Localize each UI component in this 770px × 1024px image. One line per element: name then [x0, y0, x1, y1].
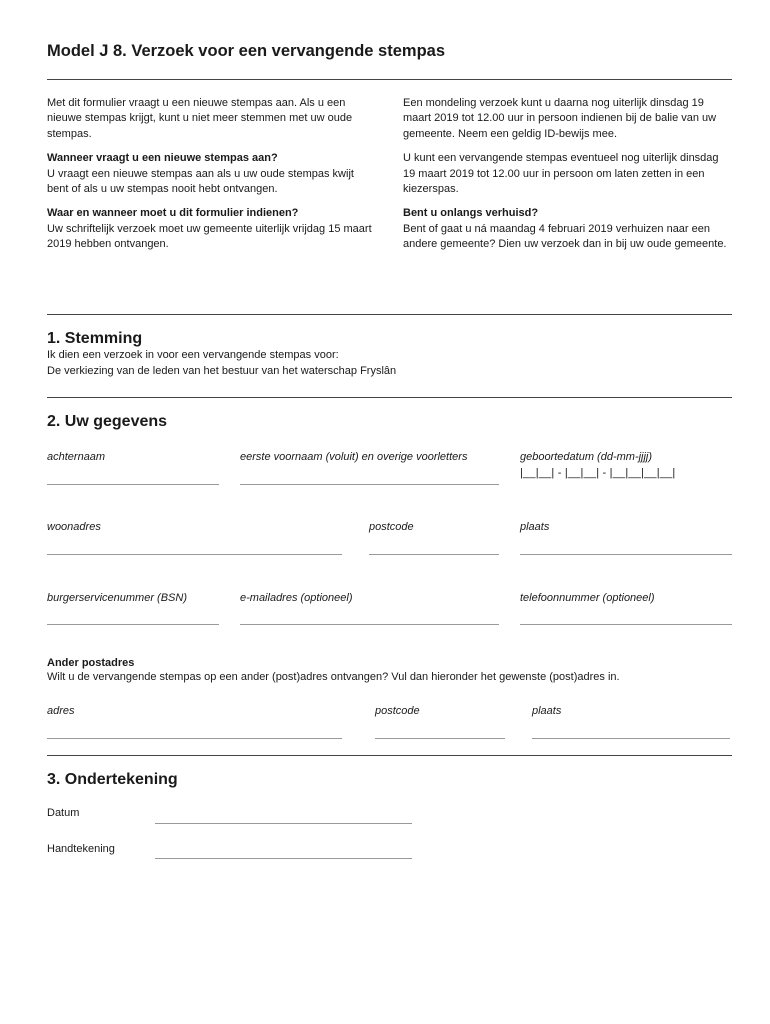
- label-woonadres: woonadres: [47, 521, 101, 533]
- intro-paragraph: Met dit formulier vraagt u een nieuwe stempas aan. Als u een nieuwe stempas krijgt, kunt u niet meer stemmen met uw oude stempas.: [47, 97, 353, 140]
- label-postcode-2: postcode: [375, 705, 420, 717]
- section-heading-stemming: 1. Stemming: [47, 330, 143, 347]
- label-handtekening: Handtekening: [47, 843, 115, 855]
- divider: [47, 755, 732, 756]
- label-telefoon: telefoonnummer (optioneel): [520, 592, 655, 604]
- section-text: De verkiezing van de leden van het bestuur van het waterschap Fryslân: [47, 365, 397, 377]
- datum-field[interactable]: [155, 823, 412, 824]
- voornaam-field[interactable]: [240, 484, 499, 485]
- adres-field[interactable]: [47, 738, 342, 739]
- ander-postadres-heading: Ander postadres: [47, 657, 135, 669]
- label-bsn: burgerservicenummer (BSN): [47, 592, 187, 604]
- divider: [47, 79, 732, 80]
- email-field[interactable]: [240, 624, 499, 625]
- plaats-field[interactable]: [520, 554, 732, 555]
- intro-question: Bent u onlangs verhuisd?: [403, 207, 539, 220]
- label-achternaam: achternaam: [47, 451, 106, 463]
- label-postcode: postcode: [369, 521, 414, 533]
- label-datum: Datum: [47, 807, 80, 819]
- label-email: e-mailadres (optioneel): [240, 592, 353, 604]
- intro-left-column: [47, 96, 377, 253]
- intro-question: Waar en wanneer moet u dit formulier indienen?: [47, 207, 299, 220]
- section-heading-ondertekening: 3. Ondertekening: [47, 771, 178, 788]
- ander-postadres-text: Wilt u de vervangende stempas op een ander (post)adres ontvangen? Vul dan hieronder het gewenste (post)adres in.: [47, 671, 620, 683]
- label-voornaam: eerste voornaam (voluit) en overige voorletters: [240, 451, 468, 463]
- plaats-2-field[interactable]: [532, 738, 730, 739]
- label-plaats: plaats: [520, 521, 550, 533]
- geboortedatum-field[interactable]: |__|__| - |__|__| - |__|__|__|__|: [520, 467, 676, 479]
- postcode-2-field[interactable]: [375, 738, 505, 739]
- intro-paragraph: U kunt een vervangende stempas eventueel nog uiterlijk dinsdag 19 maart 2019 tot 12.00 uur in persoon om laten zetten in een kiezerspas.: [403, 152, 719, 196]
- achternaam-field[interactable]: [47, 484, 219, 485]
- intro-right-column: [403, 96, 733, 253]
- intro-question: Wanneer vraagt u een nieuwe stempas aan?: [47, 152, 278, 165]
- intro-answer: U vraagt een nieuwe stempas aan als u uw oude stempas kwijt bent of als u uw stempas nooit hebt ontvangen.: [47, 167, 354, 196]
- page-title: Model J 8. Verzoek voor een vervangende stempas: [47, 42, 445, 60]
- postcode-field[interactable]: [369, 554, 499, 555]
- bsn-field[interactable]: [47, 624, 219, 625]
- label-plaats-2: plaats: [532, 705, 562, 717]
- handtekening-field[interactable]: [155, 858, 412, 859]
- label-geboortedatum: geboortedatum (dd-mm-jjjj): [520, 451, 653, 463]
- intro-answer: Bent of gaat u ná maandag 4 februari 2019 verhuizen naar een andere gemeente? Dien uw verzoek dan in bij uw oude gemeente.: [403, 222, 727, 251]
- intro-answer: Uw schriftelijk verzoek moet uw gemeente uiterlijk vrijdag 15 maart 2019 hebben ontvangen.: [47, 222, 372, 251]
- intro-paragraph: Een mondeling verzoek kunt u daarna nog uiterlijk dinsdag 19 maart 2019 tot 12.00 uur in persoon indienen bij de balie van uw gemeente. Neem een geldig ID-bewijs mee.: [403, 97, 717, 140]
- telefoon-field[interactable]: [520, 624, 732, 625]
- label-adres: adres: [47, 705, 75, 717]
- section-heading-gegevens: 2. Uw gegevens: [47, 413, 168, 430]
- woonadres-field[interactable]: [47, 554, 342, 555]
- divider: [47, 397, 732, 398]
- divider: [47, 314, 732, 315]
- section-text: Ik dien een verzoek in voor een vervangende stempas voor:: [47, 349, 339, 361]
